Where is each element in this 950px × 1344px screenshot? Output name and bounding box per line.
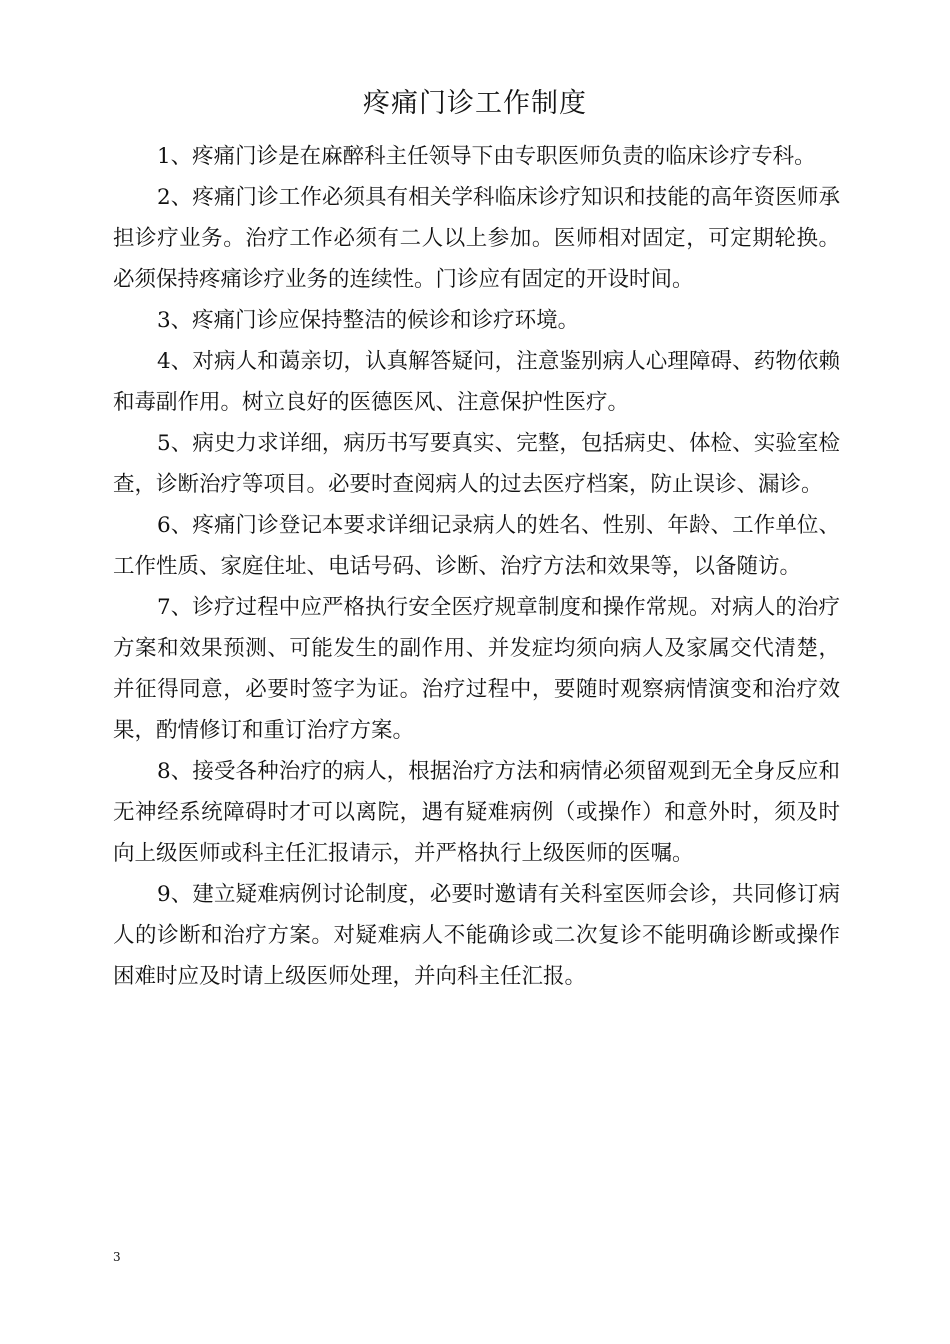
paragraph-7: 7、诊疗过程中应严格执行安全医疗规章制度和操作常规。对病人的治疗方案和效果预测、可能发生的副作用、并发症均须向病人及家属交代清楚，并征得同意，必要时签字为证。治疗过程中，要随时观察病情演变和治疗效果，酌情修订和重订治疗方案。 (113, 595, 840, 743)
paragraph-8: 8、接受各种治疗的病人，根据治疗方法和病情必须留观到无全身反应和无神经系统障碍时才可以离院，遇有疑难病例（或操作）和意外时，须及时向上级医师或科主任汇报请示，并严格执行上级医师的医嘱。 (113, 759, 840, 866)
paragraph-4: 4、对病人和蔼亲切，认真解答疑问，注意鉴别病人心理障碍、药物依赖和毒副作用。树立良好的医德医风、注意保护性医疗。 (113, 349, 840, 415)
paragraph-2: 2、疼痛门诊工作必须具有相关学科临床诊疗知识和技能的高年资医师承担诊疗业务。治疗工作必须有二人以上参加。医师相对固定，可定期轮换。必须保持疼痛诊疗业务的连续性。门诊应有固定的开设时间。 (113, 185, 840, 292)
paragraph-3: 3、疼痛门诊应保持整洁的候诊和诊疗环境。 (157, 308, 580, 333)
document-body (113, 136, 840, 997)
paragraph-1: 1、疼痛门诊是在麻醉科主任领导下由专职医师负责的临床诊疗专科。 (157, 144, 816, 169)
document-title: 疼痛门诊工作制度 (363, 88, 587, 119)
paragraph-6: 6、疼痛门诊登记本要求详细记录病人的姓名、性别、年龄、工作单位、工作性质、家庭住址、电话号码、诊断、治疗方法和效果等，以备随访。 (113, 513, 840, 579)
paragraph-9: 9、建立疑难病例讨论制度，必要时邀请有关科室医师会诊，共同修订病人的诊断和治疗方案。对疑难病人不能确诊或二次复诊不能明确诊断或操作困难时应及时请上级医师处理，并向科主任汇报。 (113, 882, 840, 989)
paragraph-5: 5、病史力求详细，病历书写要真实、完整，包括病史、体检、实验室检查，诊断治疗等项目。必要时查阅病人的过去医疗档案，防止误诊、漏诊。 (113, 431, 840, 497)
page-number: 3 (113, 1250, 121, 1264)
